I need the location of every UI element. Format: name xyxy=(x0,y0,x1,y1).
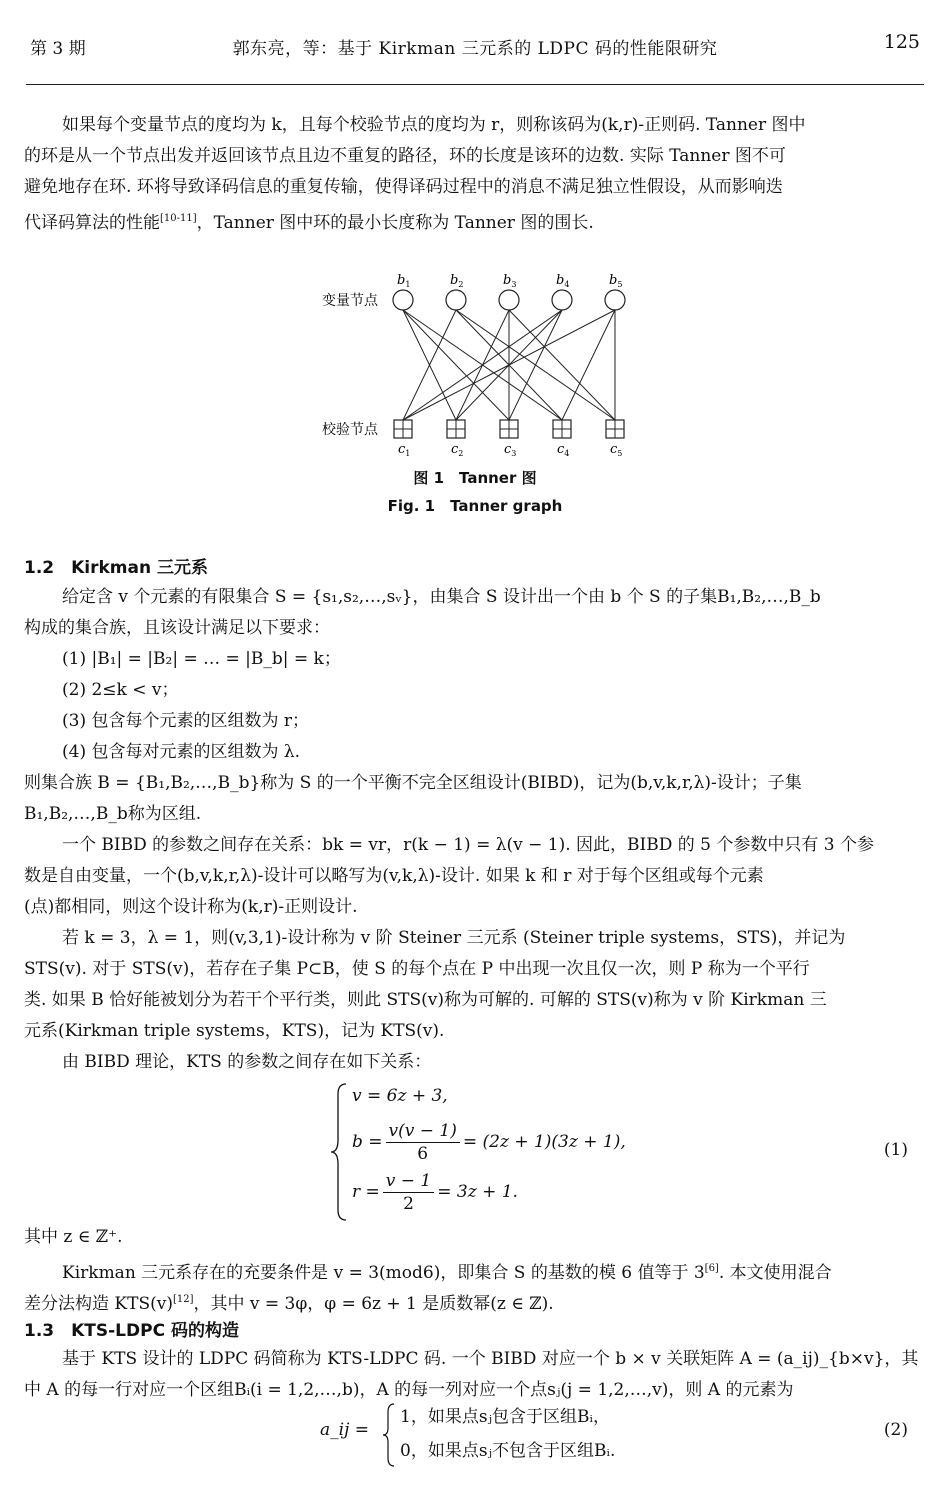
variable-node xyxy=(446,290,466,310)
body-line: STS(v). 对于 STS(v)，若存在子集 P⊂B，使 S 的每个点在 P 中出现一次且仅一次，则 P 称为一个平行 xyxy=(24,959,810,979)
post-equation-text xyxy=(24,1222,930,1315)
intro-paragraph xyxy=(24,110,930,234)
section-heading-1-2: 1.2 Kirkman 三元系 xyxy=(24,558,209,578)
variable-nodes xyxy=(393,273,625,310)
check-node-name: $c_1$ xyxy=(398,442,411,458)
section-1-2-body xyxy=(24,582,930,1078)
fraction-denominator: 2 xyxy=(403,1194,414,1214)
left-brace xyxy=(330,1082,348,1222)
equation-1 xyxy=(330,1082,930,1222)
equation-number: (1) xyxy=(883,1140,908,1160)
variable-node-name: $b_5$ xyxy=(609,273,623,289)
check-nodes xyxy=(394,420,624,458)
variable-node xyxy=(499,290,519,310)
intro-line: 如果每个变量节点的度均为 k，且每个校验节点的度均为 r，则称该码为(k,r)-正则码. Tanner 图中 xyxy=(62,115,806,135)
body-line: 差分法构造 KTS(v)[12]，其中 v = 3φ，φ = 6z + 1 是质数幂(z ∈ ℤ). xyxy=(24,1294,554,1314)
citation: [10-11] xyxy=(160,213,197,224)
body-line: 构成的集合族，且该设计满足以下要求： xyxy=(24,618,330,638)
body-line: 则集合族 B = {B₁,B₂,…,B_b}称为 S 的一个平衡不完全区组设计(BIBD)，记为(b,v,k,r,λ)-设计；子集 xyxy=(24,773,802,793)
check-node-name: $c_3$ xyxy=(504,442,517,458)
header-rule xyxy=(26,84,924,85)
issue-number: 第 3 期 xyxy=(30,39,86,59)
body-line: Kirkman 三元系存在的充要条件是 v = 3(mod6)，即集合 S 的基数的模 6 值等于 3[6]. 本文使用混合 xyxy=(62,1263,832,1283)
equation-2 xyxy=(320,1400,930,1470)
tanner-graph-figure xyxy=(310,260,650,460)
variable-node xyxy=(393,290,413,310)
tanner-edge xyxy=(562,310,615,420)
variable-node xyxy=(605,290,625,310)
figure-caption-cn: 图 1 Tanner 图 xyxy=(413,469,537,487)
running-title: 郭东亮，等：基于 Kirkman 三元系的 LDPC 码的性能限研究 xyxy=(232,39,718,59)
body-line: 由 BIBD 理论，KTS 的参数之间存在如下关系： xyxy=(62,1052,432,1072)
eq1-row-r: r = $\frac{v - 1}{2}$ = 3z + 1. xyxy=(352,1171,518,1214)
variable-node xyxy=(552,290,572,310)
requirement-item: (1) |B₁| = |B₂| = … = |B_b| = k； xyxy=(62,649,341,669)
figure-caption-en: Fig. 1 Tanner graph xyxy=(387,497,563,515)
section-1-3-body xyxy=(24,1344,930,1406)
tanner-edges xyxy=(403,310,615,420)
left-brace xyxy=(382,1402,396,1468)
fraction-denominator: 6 xyxy=(417,1144,429,1164)
check-node-label: 校验节点 xyxy=(322,422,378,438)
variable-node-name: $b_1$ xyxy=(397,273,411,289)
fraction-numerator: v − 1 xyxy=(383,1170,434,1193)
tanner-edge xyxy=(403,310,509,420)
variable-node-label: 变量节点 xyxy=(322,293,378,309)
body-line: 其中 z ∈ ℤ⁺. xyxy=(24,1227,123,1247)
body-line: B₁,B₂,…,B_b称为区组. xyxy=(24,804,202,824)
fraction-numerator: v(v − 1) xyxy=(386,1120,460,1143)
body-line: 一个 BIBD 的参数之间存在关系：bk = vr，r(k − 1) = λ(v − 1). 因此，BIBD 的 5 个参数中只有 3 个参 xyxy=(62,835,875,855)
citation: [12] xyxy=(172,1294,194,1305)
eq2-case-1: 1，如果点sⱼ包含于区组Bᵢ， xyxy=(400,1407,610,1427)
requirement-item: (4) 包含每对元素的区组数为 λ. xyxy=(62,742,301,762)
page-number: 125 xyxy=(883,31,920,53)
requirement-item: (3) 包含每个元素的区组数为 r； xyxy=(62,711,310,731)
intro-line: 代译码算法的性能[10-11]，Tanner 图中环的最小长度称为 Tanner 图的围长. xyxy=(24,213,594,233)
check-node-name: $c_2$ xyxy=(451,442,464,458)
citation: [6] xyxy=(704,1263,719,1274)
body-line: 中 A 的每一行对应一个区组Bᵢ(i = 1,2,…,b)，A 的每一列对应一个点sⱼ(j = 1,2,…,v)，则 A 的元素为 xyxy=(24,1380,794,1400)
section-heading-1-3: 1.3 KTS-LDPC 码的构造 xyxy=(24,1321,239,1341)
body-line: 元系(Kirkman triple systems，KTS)，记为 KTS(v). xyxy=(24,1021,445,1041)
body-line: (点)都相同，则这个设计称为(k,r)-正则设计. xyxy=(24,897,358,917)
running-header xyxy=(0,28,950,68)
requirement-item: (2) 2≤k < v； xyxy=(62,680,179,700)
eq1-row-v: v = 6z + 3, xyxy=(352,1086,448,1106)
tanner-edge xyxy=(509,310,562,420)
intro-line: 避免地存在环. 环将导致译码信息的重复传输，使得译码过程中的消息不满足独立性假设，从而影响迭 xyxy=(24,177,783,197)
intro-line: 的环是从一个节点出发并返回该节点且边不重复的路径，环的长度是该环的边数. 实际 Tanner 图不可 xyxy=(24,146,786,166)
body-line: 若 k = 3，λ = 1，则(v,3,1)-设计称为 v 阶 Steiner 三元系 (Steiner triple systems，STS)，并记为 xyxy=(62,928,846,948)
body-line: 基于 KTS 设计的 LDPC 码简称为 KTS-LDPC 码. 一个 BIBD 对应一个 b × v 关联矩阵 A = (a_ij)_{b×v}，其 xyxy=(62,1349,919,1369)
variable-node-name: $b_4$ xyxy=(556,273,570,289)
variable-node-name: $b_2$ xyxy=(450,273,464,289)
check-node-name: $c_4$ xyxy=(557,442,570,458)
eq2-case-2: 0，如果点sⱼ不包含于区组Bᵢ. xyxy=(400,1441,616,1461)
equation-number: (2) xyxy=(883,1420,908,1440)
body-line: 类. 如果 B 恰好能被划分为若干个平行类，则此 STS(v)称为可解的. 可解的 STS(v)称为 v 阶 Kirkman 三 xyxy=(24,990,827,1010)
check-node-name: $c_5$ xyxy=(610,442,623,458)
body-line: 给定含 v 个元素的有限集合 S = {s₁,s₂,…,sᵥ}，由集合 S 设计出一个由 b 个 S 的子集B₁,B₂,…,B_b xyxy=(62,587,821,607)
tanner-edge xyxy=(509,310,615,420)
variable-node-name: $b_3$ xyxy=(503,273,517,289)
body-line: 数是自由变量，一个(b,v,k,r,λ)-设计可以略写为(v,k,λ)-设计. 如果 k 和 r 对于每个区组或每个元素 xyxy=(24,866,764,886)
eq1-row-b: b = $\frac{v(v - 1)}{6}$ = (2z + 1)(3z + 1), xyxy=(352,1121,626,1164)
eq2-lhs: a_ij = xyxy=(320,1420,369,1440)
